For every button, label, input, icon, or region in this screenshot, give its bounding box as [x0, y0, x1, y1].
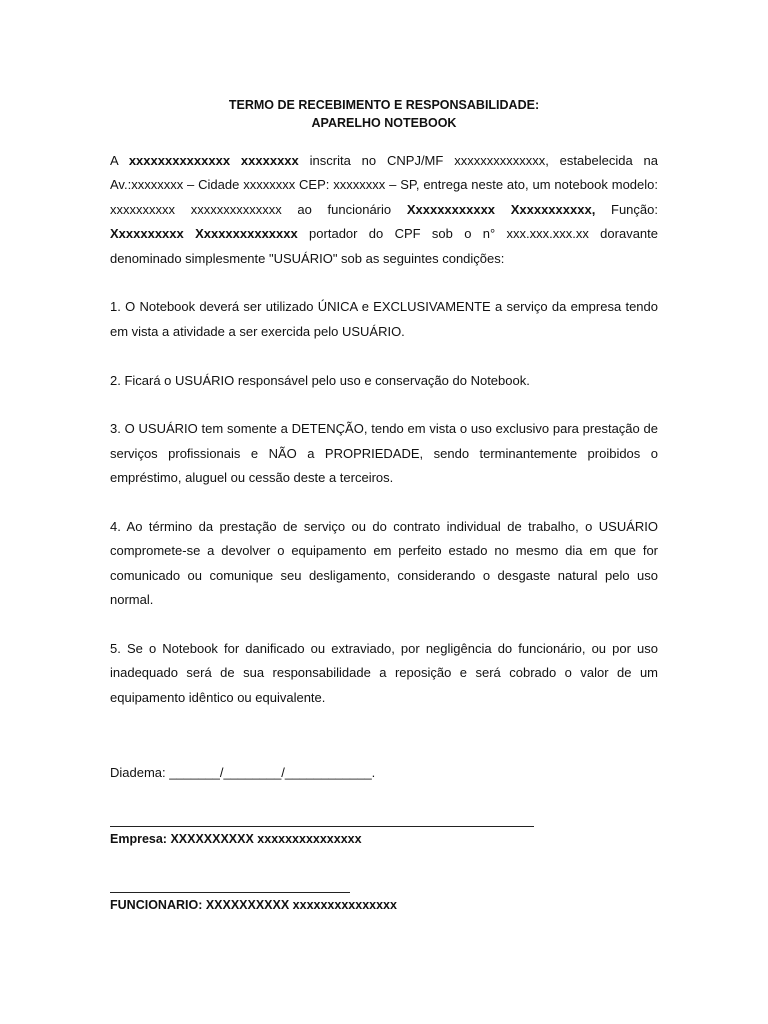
document-body [110, 149, 658, 710]
intro-text-2: inscrita no CNPJ/MF xxxxxxxxxxxxxx, estabelecida na Av.:xxxxxxxx – Cidade xxxxxxxx CEP: xxxxxxxx – SP, entrega neste ato, um notebook modelo: xxxxxxxxxx xxxxxxxxxxxxxx ao funcionário [110, 153, 658, 217]
title-line-1: TERMO DE RECEBIMENTO E RESPONSABILIDADE: [228, 98, 540, 112]
clause-1: 1. O Notebook deverá ser utilizado ÚNICA e EXCLUSIVAMENTE a serviço da empresa tendo em vista a atividade a ser exercida pelo USUÁRIO. [110, 299, 658, 339]
intro-text-1: A [110, 153, 129, 168]
company-name: xxxxxxxxxxxxxx xxxxxxxx [128, 153, 299, 168]
document-title [110, 96, 658, 132]
company-signature-label: Empresa: XXXXXXXXXX xxxxxxxxxxxxxxx [110, 832, 362, 846]
clause-4: 4. Ao término da prestação de serviço ou do contrato individual de trabalho, o USUÁRIO compromete-se a devolver o equipamento em perfeito estado no mesmo dia em que for comunicado ou comunique seu desligamento, considerando o desgaste natural pelo uso normal. [110, 519, 658, 608]
employee-function: Xxxxxxxxxx Xxxxxxxxxxxxxx [110, 226, 298, 242]
employee-signature-line [110, 892, 350, 893]
company-signature-line [110, 826, 534, 827]
intro-text-3: Função: [595, 201, 658, 217]
intro-text-4: portador do CPF sob o n° xxx.xxx.xxx.xx doravante denominado simplesmente "USUÁRIO" sob as seguintes condições: [110, 226, 658, 266]
employee-name: Xxxxxxxxxxxx Xxxxxxxxxxx, [406, 201, 596, 217]
clause-2: 2. Ficará o USUÁRIO responsável pelo uso e conservação do Notebook. [110, 372, 530, 388]
intro-paragraph [110, 149, 658, 271]
employee-signature-label: FUNCIONARIO: XXXXXXXXXX xxxxxxxxxxxxxxx [110, 898, 397, 912]
title-line-2: APARELHO NOTEBOOK [311, 116, 457, 130]
clause-5: 5. Se o Notebook for danificado ou extraviado, por negligência do funcionário, ou por uso inadequado será de sua responsabilidade a reposição e será cobrado o valor de um equipamento idêntico ou equivalente. [110, 641, 658, 705]
clause-3: 3. O USUÁRIO tem somente a DETENÇÃO, tendo em vista o uso exclusivo para prestação de serviços profissionais e NÃO a PROPRIEDADE, sendo terminantemente proibidos o empréstimo, aluguel ou cessão deste a terceiros. [110, 421, 658, 486]
date-line: Diadema: _______/________/____________. [110, 765, 376, 780]
